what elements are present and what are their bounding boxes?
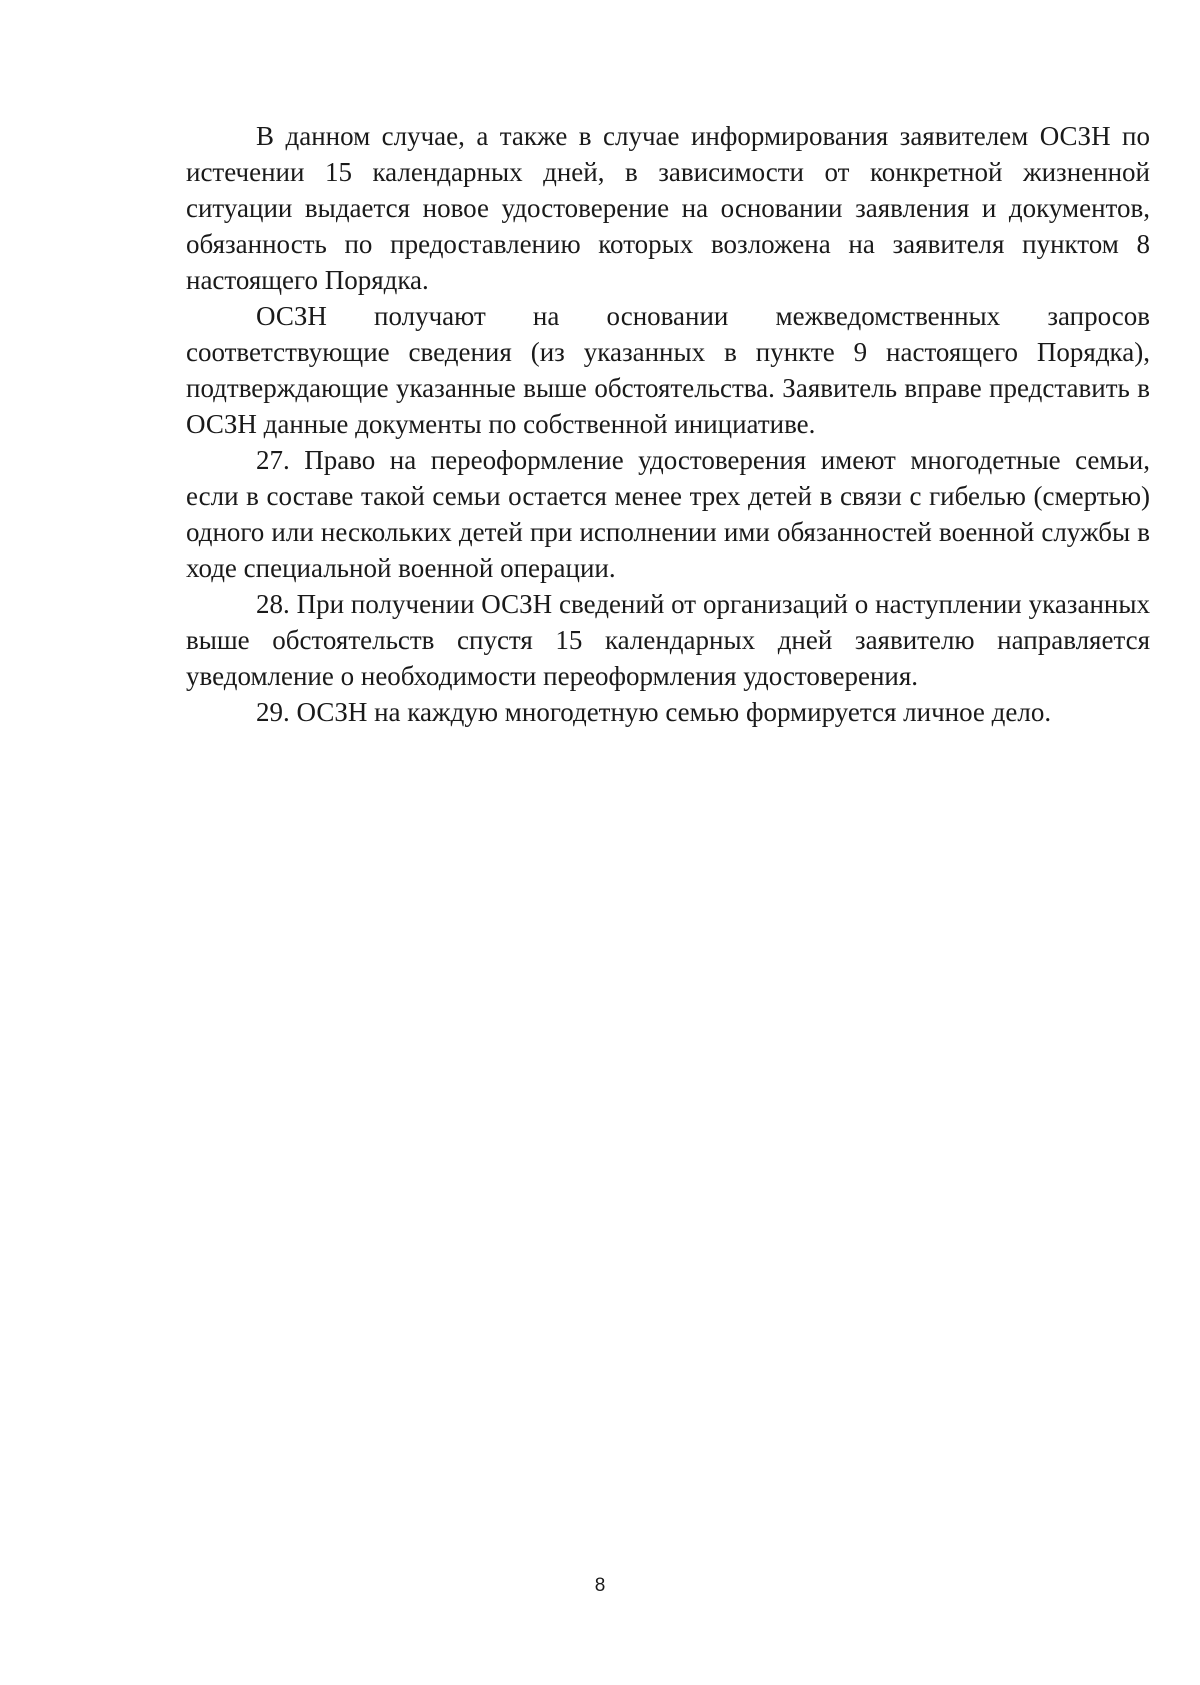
paragraph-item-27: 27. Право на переоформление удостоверения имеют многодетные семьи, если в составе такой семьи остается менее трех детей в связи с гибелью (смертью) одного или нескольких детей при исполнении ими обязанностей военной службы в ходе специальной военной операции. <box>186 445 1150 583</box>
page-number: 8 <box>594 1575 606 1596</box>
paragraph-interagency-requests: ОСЗН получают на основании межведомственных запросов соответствующие сведения (из указанных в пункте 9 настоящего Порядка), подтверждающие указанные выше обстоятельства. Заявитель вправе представить в ОСЗН данные документы по собственной инициативе. <box>186 301 1150 439</box>
paragraph-item-29: 29. ОСЗН на каждую многодетную семью формируется личное дело. <box>256 697 1052 727</box>
paragraph-item-28: 28. При получении ОСЗН сведений от организаций о наступлении указанных выше обстоятельств спустя 15 календарных дней заявителю направляется уведомление о необходимости переоформления удостоверения. <box>186 589 1150 691</box>
document-body <box>186 118 1150 730</box>
paragraph-new-certificate: В данном случае, а также в случае информирования заявителем ОСЗН по истечении 15 календарных дней, в зависимости от конкретной жизненной ситуации выдается новое удостоверение на основании заявления и документов, обязанность по предоставлению которых возложена на заявителя пунктом 8 настоящего Порядка. <box>186 121 1150 295</box>
